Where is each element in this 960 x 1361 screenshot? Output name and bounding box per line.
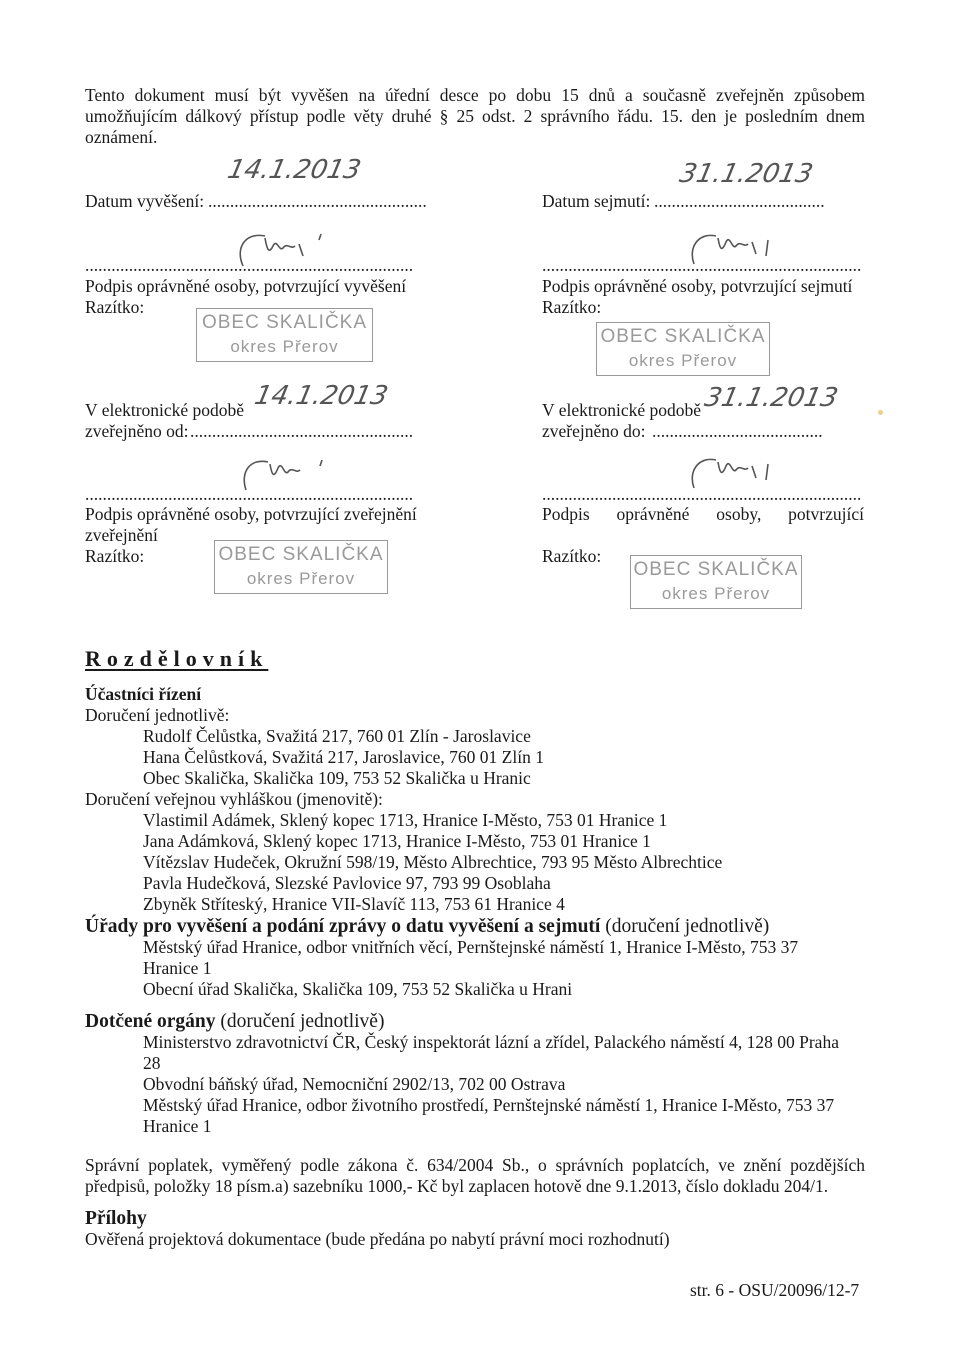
removal-date-dots: ....................................... [654,191,825,211]
offices-note: (doručení jednotlivě) [605,916,770,937]
electronic-to-handwritten: 31.1.2013 [701,383,841,413]
stamp-line-2: okres Přerov [661,584,771,603]
removal-stamp-label: Razítko: [542,297,602,317]
removal-sig-dots: ......................................................................... [542,255,862,275]
removal-date-handwritten: 31.1.2013 [676,159,816,189]
attachments-heading: Přílohy [85,1208,147,1229]
authorities-heading: Dotčené orgány [85,1011,216,1032]
fee-paragraph: Správní poplatek, vyměřený podle zákona č. 634/2004 Sb., o správních poplatcích, ve znění pozdějších předpisů, položky 18 písm.a) sazebníku 1000,- Kč byl zaplacen hotově dne 9.1.2013, číslo dokladu 204/1. [85,1155,865,1196]
electronic-to-line-2: zveřejněno do: [542,421,646,441]
list-item: Ministerstvo zdravotnictví ČR, Český inspektorát lázní a zřídel, Palackého náměstí 4, 128 00 Praha [143,1032,839,1052]
list-item: Zbyněk Stříteský, Hranice VII-Slavíč 113, 753 61 Hranice 4 [143,894,565,914]
removal-date-label: Datum sejmutí: [542,191,651,211]
electronic-to-dots: ....................................... [652,421,823,441]
posting-stamp-label: Razítko: [85,297,145,317]
stamp-line-2: okres Přerov [628,351,738,370]
electronic-to-stamp-label: Razítko: [542,546,602,566]
stamp-line-2: okres Přerov [246,569,356,588]
list-item: Obecní úřad Skalička, Skalička 109, 753 52 Skalička u Hrani [143,979,573,999]
stray-mark [878,410,883,415]
posting-sig-dots: ........................................................................... [85,255,414,275]
authorities-section [85,1011,875,1137]
list-item: Rudolf Čelůstka, Svažitá 217, 760 01 Zlín - Jaroslavice [143,726,531,746]
stamp-line-2: okres Přerov [230,337,339,356]
list-item: Vlastimil Adámek, Sklený kopec 1713, Hranice I-Město, 753 01 Hranice 1 [143,810,668,830]
list-item: Pavla Hudečková, Slezské Pavlovice 97, 793 99 Osoblaha [143,873,551,893]
electronic-to-sig-dots: ......................................................................... [542,484,862,504]
list-item: Hranice 1 [143,1116,212,1136]
stamp-line-1: OBEC SKALIČKA [218,544,384,565]
posting-date-dots: .................................................. [208,191,427,211]
list-item: Jana Adámková, Sklený kopec 1713, Hranice I-Město, 753 01 Hranice 1 [143,831,651,851]
posting-date-handwritten: 14.1.2013 [224,155,364,185]
stamp-line-1: OBEC SKALIČKA [633,559,799,580]
posting-date-label: Datum vyvěšení: [85,191,205,211]
offices-section [85,916,875,1000]
list-item: Obvodní báňský úřad, Nemocniční 2902/13, 702 00 Ostrava [143,1074,566,1094]
removal-stamp [596,322,770,376]
offices-heading: Úřady pro vyvěšení a podání zprávy o datu vyvěšení a sejmutí [85,916,601,937]
public-delivery-label: Doručení veřejnou vyhláškou (jmenovitě): [85,789,383,809]
electronic-from-sig-label: Podpis oprávněné osoby, potvrzující zveřejnění [85,504,417,524]
list-item: Hana Čelůstková, Svažitá 217, Jaroslavice, 760 01 Zlín 1 [143,747,544,767]
electronic-from-stamp-label: Razítko: [85,546,145,566]
electronic-to-line-1: V elektronické podobě [542,400,702,420]
individual-delivery-label: Doručení jednotlivě: [85,705,230,725]
list-item: Hranice 1 [143,958,212,978]
electronic-from-sig-label-2: zveřejnění [85,525,158,545]
list-item: Městský úřad Hranice, odbor životního prostředí, Pernštejnské náměstí 1, Hranice I-Město, 753 37 [143,1095,835,1115]
distribution-title: Rozdělovník [85,646,269,671]
list-item: 28 [143,1053,161,1073]
posting-stamp [196,308,373,362]
electronic-from-handwritten: 14.1.2013 [251,381,391,411]
participants-section [85,684,875,915]
participants-heading: Účastníci řízení [85,684,202,704]
electronic-from-dots: ................................................... [190,421,414,441]
stamp-line-1: OBEC SKALIČKA [201,312,368,333]
stamp-line-1: OBEC SKALIČKA [600,326,766,347]
list-item: Obec Skalička, Skalička 109, 753 52 Skalička u Hranic [143,768,531,788]
posting-sig-label: Podpis oprávněné osoby, potvrzující vyvěšení [85,276,407,296]
attachments-section [85,1208,875,1250]
intro-paragraph: Tento dokument musí být vyvěšen na úřední desce po dobu 15 dnů a současně zveřejněn způsobem umožňujícím dálkový přístup podle věty druhé § 25 odst. 2 správního řádu. 15. den je posledním dnem oznámení. [85,85,865,147]
page-reference: str. 6 - OSU/20096/12-7 [690,1280,860,1300]
electronic-from-line-2: zveřejněno od: [85,421,189,441]
electronic-from-stamp [214,540,388,594]
attachments-text: Ověřená projektová dokumentace (bude předána po nabytí právní moci rozhodnutí) [85,1229,670,1249]
electronic-to-stamp [630,555,802,609]
electronic-from-sig-dots: ........................................................................... [85,484,414,504]
electronic-to-sig-label: Podpis oprávněné osoby, potvrzující [542,504,864,524]
electronic-from-line-1: V elektronické podobě [85,400,245,420]
removal-sig-label: Podpis oprávněné osoby, potvrzující sejmutí [542,276,853,296]
list-item: Vítězslav Hudeček, Okružní 598/19, Město Albrechtice, 793 95 Město Albrechtice [143,852,723,872]
authorities-note: (doručení jednotlivě) [220,1011,385,1032]
list-item: Městský úřad Hranice, odbor vnitřních věcí, Pernštejnské náměstí 1, Hranice I-Město, 753 37 [143,937,799,957]
